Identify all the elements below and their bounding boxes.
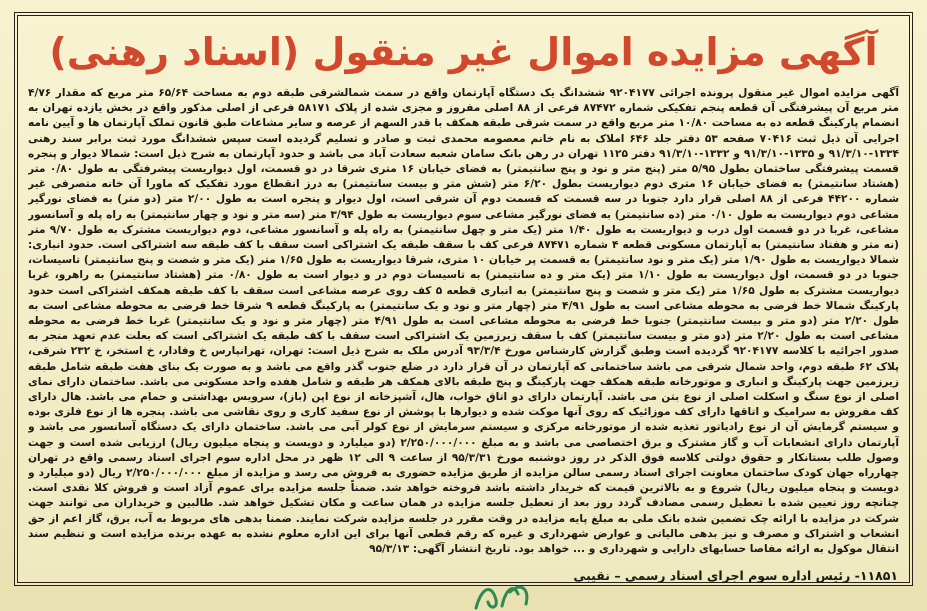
- handwritten-number-mark: [468, 578, 538, 611]
- notice-signature: ۱۱۸۵۱- رئیس اداره سوم اجرای اسناد رسمی – نقیبی: [573, 568, 898, 583]
- notice-body: آگهی مزایده اموال غیر منقول پرونده اجرائی ۹۲۰۴۱۷۷ ششدانگ یک دستگاه آپارتمان واقع در سمت شمالشرقی طبقه دوم به مساحت ۶۵/۶۴ متر مربع که مقدار ۴/۷۶ متر مربع آن پیشرفتگی آن قطعه پنجم تفکیکی شماره ۸۷۴۷۲ فرعی از ۸۸ اصلی مفروز و مجزی شده از پلاک ۵۸۱۷۱ فرعی از اصلی مذکور واقع در بخش یازده تهران به انضمام پارکینگ قطعه ده به مساحت ۱۰/۸۰ متر مربع واقع در سمت شرقی طبقه همکف با قدر السهم از عرصه و سایر مشاعات طبق قانون تملک آپارتمان ها و آیین نامه اجرایی آن ذیل ثبت ۷۰۴۱۶ صفحه ۵۳ دفتر جلد ۶۴۶ املاک به نام خانم معصومه محمدی ثبت و صادر و تسلیم گردیده است سپس ششدانگ مورد ثبت برابر سند رهنی ۱۳۳۴-۹۱/۳/۱۰ و ۱۳۳۵-۹۱/۳/۱۰ و ۱۳۳۲-۹۱/۳/۱۰ دفتر ۱۱۲۵ تهران در رهن بانک سامان شعبه سعادت آباد می باشد و حدود آپارتمان به شرح ذیل است: شمالا دیوار و پنجره قسمت پیشرفتگی ساختمان بطول ۵/۹۵ متر (پنج متر و نود و پنج سانتیمتر) به فضای خیابان ۱۶ متری شرقا در دو قسمت، اول دیواریست پیشرفتگی به طول ۰/۸۰ متر (هشتاد سانتیمتر) به فضای خیابان ۱۶ متری دوم دیواریست بطول ۶/۲۰ متر (شش متر و بیست سانتیمتر) به درز انقطاع مورد تفکیک که ماورا آن خانه متصرفی غیر شماره ۴۴۲۰۰ فرعی از ۸۸ اصلی قرار دارد جنوبا در سه قسمت که قسمت دوم آن شرقی است، اول دیوار و پنجره است به طول ۲/۰۰ متر (دو متر) به فضای نورگیر مشاعی دوم دیواریست به طول ۰/۱۰ متر (ده سانتیمتر) به فضای نورگیر مشاعی سوم دیواریست به طول ۳/۹۴ متر (سه متر و نود و چهار سانتیمتر) به راه پله و آسانسور مشاعی، غربا در دو قسمت اول درب و دیواریست به طول ۱/۴۰ متر (یک متر و چهل سانتیمتر) به راه پله و آسانسور مشاعی، دوم دیواریست مشترک به طول ۹/۷۰ متر (نه متر و هفتاد سانتیمتر) به آپارتمان مسکونی قطعه ۴ شماره ۸۷۴۷۱ فرعی کف با سقف طبقه یک اشتراکی است سقف با کف طبقه سه اشتراکی است. حدود انباری: شمالا دیواریست به طول ۱/۹۰ متر (یک متر و نود سانتیمتر) به قسمت پر خیابان ۱۰ متری، شرقا دیواریست به طول ۱/۶۵ متر (یک متر و شصت و پنج سانتیمتر) تاسیسات، جنوبا در دو قسمت، اول دیواریست به طول ۱/۱۰ متر (یک متر و ده سانتیمتر) به تاسیسات دوم در و دیوار است به طول ۰/۸۰ متر (هشتاد سانتیمتر) به راهرو، غربا دیواریست مشترک به طول ۱/۶۵ متر (یک متر و شصت و پنج سانتیمتر) به انباری قطعه ۵ کف روی عرصه مشاعی است سقف با کف طبقه همکف اشتراکی است حدود پارکینگ شمالا خط فرضی به محوطه مشاعی است به طول ۴/۹۱ متر (چهار متر و نود و یک سانتیمتر) به پارکینگ قطعه ۹ شرقا خط فرضی به محوطه مشاعی است به طول ۲/۲۰ متر (دو متر و بیست سانتیمتر) جنوبا خط فرضی به محوطه مشاعی است به طول ۴/۹۱ متر (چهار متر و نود و یک سانتیمتر) غربا خط فرضی به محوطه مشاعی است به طول ۲/۲۰ متر (دو متر و بیست سانتیمتر) کف با سقف زیرزمین یک اشتراکی است سقف با کف طبقه یک اشتراکی است که بعلت عدم تعهد منجر به صدور اجرائیه با کلاسه ۹۲۰۴۱۷۷ گردیده است وطبق گزارش کارشناس مورخ ۹۳/۳/۴ آدرس ملک به شرح ذیل است: تهران، تهرانپارس خ وفادار، خ استخر، خ ۲۳۲ شرقی، پلاک ۶۲ طبقه دوم، واحد شمال شرقی می باشد ساختمانی که آپارتمان در آن قرار دارد در ضلع جنوب گذر واقع می باشد و به صورت یک بنای هفت طبقه شامل طبقه زیرزمین جهت پارکینگ و انباری و موتورخانه طبقه همکف جهت پارکینگ و پنج طبقه بالای همکف هر طبقه و شامل هفده واحد مسکونی می باشد. ساختمان دارای نمای اصلی از نوع سنگ و اسکلت اصلی از نوع بتن می باشد. آپارتمان دارای دو اتاق خواب، هال، آشپزخانه از نوع اپن (باز)، سرویس بهداشتی و حمام می باشد. هال دارای کف مفروش به سرامیک و اتاقها دارای کف موزائیک که روی آنها موکت شده و دیوارها با پوشش از نوع سفید کاری و روی نقاشی می باشد. پنجره ها از نوع فلزی بوده و سیستم گرمایش آن از نوع رادیاتور تغذیه شده از موتورخانه مرکزی و سیستم سرمایش از نوع کولر آبی می باشد. ساختمان دارای یک دستگاه آسانسور می باشد و آپارتمان دارای انشعابات آب و گاز مشترک و برق اختصاصی می باشد و به مبلغ ۲/۲۵۰/۰۰۰/۰۰۰ (دو میلیارد و دویست و پنجاه میلیون ریال) ارزیابی شده است و جهت وصول طلب بستانکار و حقوق دولتی کلاسه فوق الذکر در روز دوشنبه مورخ ۹۵/۳/۳۱ از ساعت ۹ الی ۱۲ ظهر در محل اداره سوم اجرای اسناد رسمی واقع در تهران چهارراه جهان کودک ساختمان معاونت اجرای اسناد رسمی سالن مزایده از طریق مزایده حضوری به فروش می رسد و مزایده از مبلغ ۲/۲۵۰/۰۰۰/۰۰۰ ریال (دو میلیارد و دویست و پنجاه میلیون ریال) شروع و به بالاترین قیمت که خریدار داشته باشد فروخته خواهد شد. ضمناً جلسه مزایده برای عموم آزاد است و فروش کلا نقدی است. چنانچه روز تعیین شده با تعطیل رسمی مصادف گردد روز بعد از تعطیل جلسه مزایده در همان ساعت و مکان تشکیل خواهد شد. طالبین و خریداران می توانند جهت شرکت در مزایده با ارائه چک تضمین شده بانک ملی به مبلغ پایه مزایده در وقت مقرر در جلسه مزایده شرکت نمایند. ضمنا بدهی های مربوط به آب، برق، گاز اعم از حق انشعاب و اشتراک و مصرف و نیز بدهی مالیاتی و عوارض شهرداری و غیره که رقم قطعی آنها برای این اداره معلوم نشده به عهده برنده مزایده است و تنظیم سند انتقال موکول به ارائه مفاصا حسابهای دارایی و شهرداری و ... خواهد بود. تاریخ انتشار آگهی: ۹۵/۳/۱۳: [28, 87, 899, 556]
- notice-title: آگهی مزایده اموال غیر منقول (اسناد رهنی): [49, 30, 878, 74]
